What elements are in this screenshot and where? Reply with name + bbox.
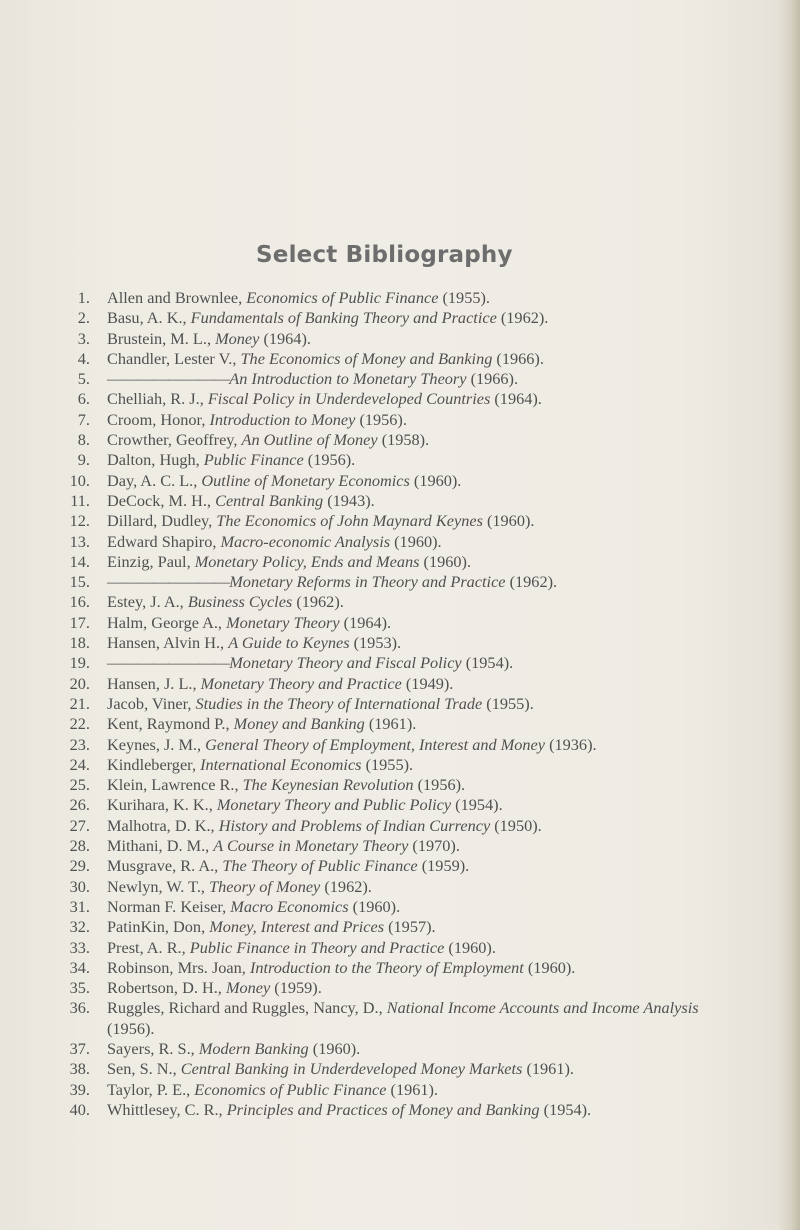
bibliography-entry: [60, 592, 750, 612]
entry-number: 2.: [77, 308, 90, 328]
entry-number: 19.: [69, 653, 90, 673]
entry-year: (1960).: [482, 511, 535, 531]
entry-title: History and Problems of Indian Currency: [218, 815, 491, 835]
entry-author: Einzig, Paul,: [107, 551, 195, 571]
entry-author: Chandler, Lester V.,: [107, 348, 241, 368]
entry-author: Newlyn, W. T.,: [107, 876, 210, 896]
entry-number: 4.: [77, 348, 90, 368]
entry-number: 26.: [69, 795, 90, 815]
bibliography-entry: [60, 674, 750, 694]
page-edge: [778, 0, 800, 1230]
entry-author: Dalton, Hugh,: [107, 450, 204, 470]
entry-year: (1960).: [348, 896, 401, 916]
entry-number: 1.: [77, 288, 90, 307]
entry-number: 33.: [69, 937, 90, 957]
entry-title: Fiscal Policy in Underdeveloped Countries: [207, 389, 491, 409]
entry-year: (1949).: [401, 673, 454, 693]
bibliography-entry: [60, 491, 750, 511]
bibliography-entry: [60, 897, 750, 917]
entry-author: PatinKin, Don,: [107, 917, 210, 937]
entry-number: 39.: [69, 1079, 90, 1099]
entry-author: Whittlesey, C. R.,: [107, 1099, 227, 1119]
entry-year: (1959).: [417, 856, 470, 876]
entry-title: Macro Economics: [230, 896, 349, 916]
bibliography-list: [60, 288, 750, 1120]
entry-author: ————————: [107, 572, 230, 592]
bibliography-entry: [60, 633, 750, 653]
bibliography-entry: [60, 369, 750, 389]
entry-year: (1943).: [323, 490, 375, 510]
entry-author: Malhotra, D. K.,: [107, 815, 219, 835]
entry-number: 9.: [77, 450, 90, 470]
entry-title: Theory of Money: [209, 876, 321, 896]
bibliography-entry: [60, 755, 750, 775]
entry-year: (1953).: [349, 633, 402, 653]
bibliography-entry: [60, 450, 750, 470]
entry-title: Money and Banking: [233, 714, 365, 734]
entry-number: 17.: [69, 612, 90, 632]
entry-year: (1962).: [320, 876, 372, 896]
entry-title: The Theory of Public Finance: [222, 856, 418, 876]
entry-title: Economics of Public Finance: [194, 1079, 387, 1099]
bibliography-entry: [60, 714, 750, 734]
entry-title: Principles and Practices of Money and Banking: [226, 1099, 540, 1119]
entry-author: Brustein, M. L.,: [107, 328, 216, 348]
entry-number: 21.: [69, 693, 90, 713]
entry-number: 38.: [69, 1059, 90, 1079]
bibliography-entry: [60, 572, 750, 592]
entry-title: A Guide to Keynes: [228, 633, 350, 653]
entry-author: Chelliah, R. J.,: [107, 389, 208, 409]
entry-author: Crowther, Geoffrey,: [107, 430, 242, 450]
entry-author: Sen, S. N.,: [107, 1059, 181, 1079]
entry-year: (1950).: [490, 815, 542, 835]
entry-author: DeCock, M. H.,: [107, 490, 216, 510]
entry-year: (1956).: [413, 775, 466, 795]
entry-author: Musgrave, R. A.,: [107, 856, 223, 876]
entry-number: 8.: [77, 430, 90, 450]
entry-author: Norman F. Keiser,: [107, 896, 231, 916]
entry-year: (1958).: [377, 430, 430, 450]
entry-number: 23.: [69, 734, 90, 754]
entry-year: (1961).: [386, 1079, 438, 1099]
entry-number: 18.: [69, 633, 90, 653]
entry-title: Public Finance: [203, 450, 304, 470]
entry-author: Prest, A. R.,: [107, 937, 190, 957]
bibliography-entry: [60, 1059, 750, 1079]
entry-title: Outline of Monetary Economics: [201, 470, 410, 490]
entry-title: Monetary Theory and Public Policy: [216, 795, 452, 815]
entry-year: (1954).: [451, 795, 503, 815]
entry-title: Monetary Reforms in Theory and Practice: [229, 572, 506, 592]
entry-year: (1970).: [408, 836, 460, 856]
entry-number: 7.: [77, 409, 90, 429]
entry-title: The Economics of John Maynard Keynes: [216, 511, 483, 531]
entry-year: (1962).: [496, 308, 549, 328]
entry-title: Central Banking: [215, 490, 324, 510]
entry-year: (1960).: [390, 531, 442, 551]
entry-title: Modern Banking: [198, 1038, 309, 1058]
entry-number: 29.: [69, 856, 90, 876]
entry-title: Monetary Theory and Fiscal Policy: [229, 653, 462, 673]
entry-title: Monetary Theory and Practice: [200, 673, 402, 693]
bibliography-entry: [60, 613, 750, 633]
entry-author: Robertson, D. H.,: [107, 978, 226, 998]
entry-year: (1960).: [419, 551, 472, 571]
entry-year: (1961).: [522, 1059, 574, 1079]
bibliography-entry: [60, 998, 750, 1039]
bibliography-entry: [60, 775, 750, 795]
entry-number: 25.: [69, 775, 90, 795]
entry-number: 20.: [69, 673, 90, 693]
bibliography-entry: [60, 917, 750, 937]
entry-title: General Theory of Employment, Interest and Money: [205, 734, 546, 754]
entry-author: Day, A. C. L.,: [107, 470, 202, 490]
bibliography-entry: [60, 653, 750, 673]
entry-number: 3.: [77, 328, 90, 348]
entry-year: (1962).: [292, 592, 344, 612]
entry-title: Money, Interest and Prices: [209, 917, 385, 937]
entry-author: ————————: [107, 653, 230, 673]
entry-author: Ruggles, Richard and Ruggles, Nancy, D.,: [107, 998, 387, 1018]
bibliography-entry: [60, 694, 750, 714]
bibliography-entry: [60, 308, 750, 328]
entry-author: Edward Shapiro,: [107, 531, 221, 551]
bibliography-entry: [60, 511, 750, 531]
entry-author: Jacob, Viner,: [107, 693, 196, 713]
entry-year: (1955).: [361, 754, 414, 774]
entry-author: Mithani, D. M.,: [107, 836, 214, 856]
entry-title: Central Banking in Underdeveloped Money Markets: [180, 1059, 523, 1079]
entry-title: The Economics of Money and Banking: [240, 348, 493, 368]
entry-year: (1964).: [339, 612, 392, 632]
entry-title: Public Finance in Theory and Practice: [189, 937, 445, 957]
entry-author: Croom, Honor,: [107, 409, 210, 429]
entry-title: Macro-economic Analysis: [220, 531, 391, 551]
bibliography-entry: [60, 1080, 750, 1100]
entry-number: 40.: [69, 1099, 90, 1119]
entry-author: Basu, A. K.,: [107, 308, 191, 328]
entry-year: (1964).: [490, 389, 542, 409]
bibliography-entry: [60, 1100, 750, 1120]
entry-author: Allen and Brownlee,: [107, 288, 247, 307]
entry-number: 37.: [69, 1038, 90, 1058]
entry-author: Halm, George A.,: [107, 612, 227, 632]
bibliography-entry: [60, 349, 750, 369]
bibliography-entry: [60, 735, 750, 755]
entry-title: Fundamentals of Banking Theory and Practice: [190, 308, 497, 328]
entry-number: 28.: [69, 836, 90, 856]
entry-author: ————————: [107, 369, 230, 389]
entry-author: Sayers, R. S.,: [107, 1038, 199, 1058]
entry-year: (1954).: [461, 653, 514, 673]
entry-title: Monetary Theory: [226, 612, 340, 632]
entry-title: An Outline of Money: [241, 430, 378, 450]
entry-number: 24.: [69, 754, 90, 774]
bibliography-entry: [60, 1039, 750, 1059]
entry-number: 15.: [69, 572, 90, 592]
entry-year: (1956).: [107, 1018, 155, 1038]
bibliography-entry: [60, 938, 750, 958]
entry-number: 36.: [69, 998, 90, 1018]
entry-year: (1956).: [303, 450, 356, 470]
entry-year: (1962).: [505, 572, 558, 592]
entry-author: Taylor, P. E.,: [107, 1079, 195, 1099]
entry-number: 5.: [77, 369, 90, 389]
entry-title: Introduction to the Theory of Employment: [249, 957, 524, 977]
entry-author: Kindleberger,: [107, 754, 201, 774]
entry-title: International Economics: [200, 754, 362, 774]
entry-title: A Course in Monetary Theory: [213, 836, 409, 856]
entry-number: 6.: [77, 389, 90, 409]
bibliography-entry: [60, 389, 750, 409]
entry-year: (1957).: [384, 917, 436, 937]
entry-title: An Introduction to Monetary Theory: [229, 369, 467, 389]
entry-number: 30.: [69, 876, 90, 896]
bibliography-entry: [60, 329, 750, 349]
entry-title: The Keynesian Revolution: [242, 775, 414, 795]
entry-author: Kurihara, K. K.,: [107, 795, 217, 815]
entry-author: Estey, J. A.,: [107, 592, 188, 612]
entry-year: (1960).: [523, 957, 576, 977]
entry-number: 11.: [70, 490, 90, 510]
entry-title: Money: [215, 328, 260, 348]
entry-title: Economics of Public Finance: [246, 288, 439, 307]
entry-author: Keynes, J. M.,: [107, 734, 206, 754]
entry-year: (1960).: [444, 937, 496, 957]
entry-title: National Income Accounts and Income Analysis: [386, 998, 699, 1018]
entry-author: Klein, Lawrence R.,: [107, 775, 243, 795]
bibliography-entry: [60, 958, 750, 978]
entry-year: (1955).: [482, 693, 534, 713]
entry-number: 22.: [69, 714, 90, 734]
bibliography-entry: [60, 836, 750, 856]
entry-number: 10.: [69, 470, 90, 490]
bibliography-entry: [60, 430, 750, 450]
bibliography-entry: [60, 410, 750, 430]
bibliography-entry: [60, 877, 750, 897]
entry-author: Hansen, J. L.,: [107, 673, 201, 693]
entry-title: Money: [225, 978, 271, 998]
entry-year: (1956).: [355, 409, 407, 429]
bibliography-entry: [60, 978, 750, 998]
entry-year: (1960).: [308, 1038, 361, 1058]
entry-year: (1936).: [545, 734, 597, 754]
bibliography-entry: [60, 816, 750, 836]
entry-author: Robinson, Mrs. Joan,: [107, 957, 250, 977]
entry-number: 31.: [69, 896, 90, 916]
entry-number: 16.: [69, 592, 90, 612]
bibliography-entry: [60, 288, 750, 308]
entry-number: 35.: [69, 978, 90, 998]
bibliography-entry: [60, 532, 750, 552]
entry-year: (1954).: [539, 1099, 592, 1119]
bibliography-entry: [60, 856, 750, 876]
entry-author: Dillard, Dudley,: [107, 511, 217, 531]
entry-title: Monetary Policy, Ends and Means: [194, 551, 420, 571]
page-title: Select Bibliography: [256, 242, 513, 268]
entry-number: 34.: [69, 957, 90, 977]
entry-year: (1959).: [270, 978, 322, 998]
entry-title: Business Cycles: [187, 592, 293, 612]
bibliography-entry: [60, 795, 750, 815]
entry-author: Kent, Raymond P.,: [107, 714, 234, 734]
entry-year: (1955).: [438, 288, 490, 307]
bibliography-entry: [60, 471, 750, 491]
entry-year: (1966).: [466, 369, 519, 389]
entry-year: (1960).: [409, 470, 462, 490]
entry-year: (1961).: [364, 714, 417, 734]
entry-year: (1964).: [259, 328, 311, 348]
entry-number: 27.: [69, 815, 90, 835]
entry-number: 32.: [69, 917, 90, 937]
entry-title: Studies in the Theory of International Trade: [195, 693, 483, 713]
entry-title: Introduction to Money: [209, 409, 356, 429]
entry-author: Hansen, Alvin H.,: [107, 633, 229, 653]
bibliography-entry: [60, 552, 750, 572]
entry-number: 12.: [69, 511, 90, 531]
entry-year: (1966).: [492, 348, 544, 368]
entry-number: 13.: [69, 531, 90, 551]
entry-number: 14.: [69, 551, 90, 571]
